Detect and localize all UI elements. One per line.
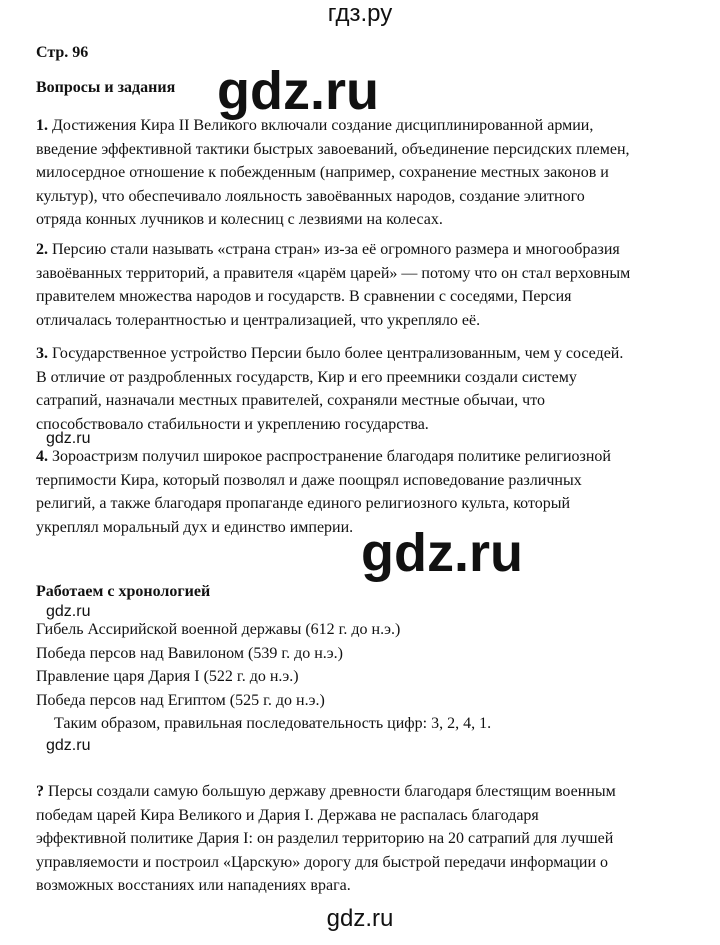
- answer-line: победам царей Кира Великого и Дария I. Держава не распалась благодаря: [36, 806, 539, 824]
- answer-line: Государственное устройство Персии было более централизованным, чем у соседей.: [52, 345, 624, 362]
- watermark-small: gdz.ru: [46, 737, 91, 754]
- answer-line: введение эффективной тактики быстрых завоеваний, объединение персидских племен,: [36, 140, 630, 158]
- answer-4: [36, 445, 686, 539]
- answer-line: завоёванных территорий, а правителя «царём царей» — потому что он стал верховным: [36, 264, 631, 282]
- answer-line: способствовало стабильности и укреплению государства.: [36, 415, 429, 433]
- question-answer: [36, 780, 686, 898]
- answer-line: правителем множества народов и государств. В сравнении с соседями, Персия: [36, 288, 572, 305]
- answer-line: милосердное отношение к побежденным (например, сохранение местных законов и: [36, 164, 609, 181]
- page-label: Стр. 96: [36, 44, 89, 61]
- answer-number: 4.: [36, 448, 48, 465]
- answer-number: 1.: [36, 117, 48, 134]
- answer-line: культур), что обеспечивало лояльность завоёванных народов, создание элитного: [36, 187, 585, 205]
- answer-number: 2.: [36, 241, 48, 258]
- chronology-conclusion: Таким образом, правильная последовательность цифр: 3, 2, 4, 1.: [54, 715, 492, 732]
- watermark-small: gdz.ru: [46, 430, 91, 447]
- answer-line: отряда конных лучников и колесниц с лезвиями на колесах.: [36, 211, 443, 228]
- chronology-item: Победа персов над Вавилоном (539 г. до н.э.): [36, 644, 343, 662]
- answer-2: [36, 238, 686, 332]
- chronology-list: [36, 618, 686, 736]
- answer-line: Зороастризм получил широкое распространение благодаря политике религиозной: [52, 448, 611, 465]
- answer-line: отличалась толерантностью и централизацией, что укрепляло её.: [36, 311, 481, 329]
- question-mark: ?: [36, 783, 44, 800]
- answer-line: возможных восстаниях или нападениях врага.: [36, 877, 351, 894]
- answer-line: Персию стали называть «страна стран» из-за её огромного размера и многообразия: [52, 241, 620, 258]
- chronology-item: Гибель Ассирийской военной державы (612 г. до н.э.): [36, 621, 401, 638]
- watermark-large: gdz.ru: [361, 523, 523, 583]
- watermark-large: gdz.ru: [217, 61, 379, 121]
- watermark-small: gdz.ru: [46, 603, 91, 620]
- section-title-chronology: Работаем с хронологией: [36, 583, 211, 600]
- answer-3: [36, 342, 686, 436]
- watermark-bottom: gdz.ru: [326, 905, 394, 932]
- answer-line: Персы создали самую большую державу древности благодаря блестящим военным: [48, 783, 616, 800]
- answer-line: эффективной политике Дария I: он разделил территорию на 20 сатрапий для лучшей: [36, 830, 614, 847]
- answer-line: религий, а также благодаря пропаганде единого религиозного культа, который: [36, 495, 571, 512]
- answer-line: сатрапий, назначали местных правителей, сохраняли местные обычаи, что: [36, 392, 545, 409]
- answer-number: 3.: [36, 345, 48, 362]
- answer-line: терпимости Кира, который позволял и даже поощрял исповедование различных: [36, 471, 582, 489]
- answer-line: В отличие от раздробленных государств, Кир и его преемники создали систему: [36, 368, 577, 386]
- answer-line: управляемости и построил «Царскую» дорогу для быстрой передачи информации о: [36, 853, 608, 871]
- answer-line: Достижения Кира II Великого включали создание дисциплинированной армии,: [52, 117, 594, 134]
- answer-1: [36, 114, 686, 232]
- section-title-questions: Вопросы и задания: [36, 79, 176, 96]
- chronology-item: Правление царя Дария I (522 г. до н.э.): [36, 668, 299, 685]
- watermark-top: гдз.ру: [327, 0, 393, 27]
- chronology-item: Победа персов над Египтом (525 г. до н.э.): [36, 691, 325, 709]
- answer-line: укреплял моральный дух и единство империи.: [36, 518, 354, 536]
